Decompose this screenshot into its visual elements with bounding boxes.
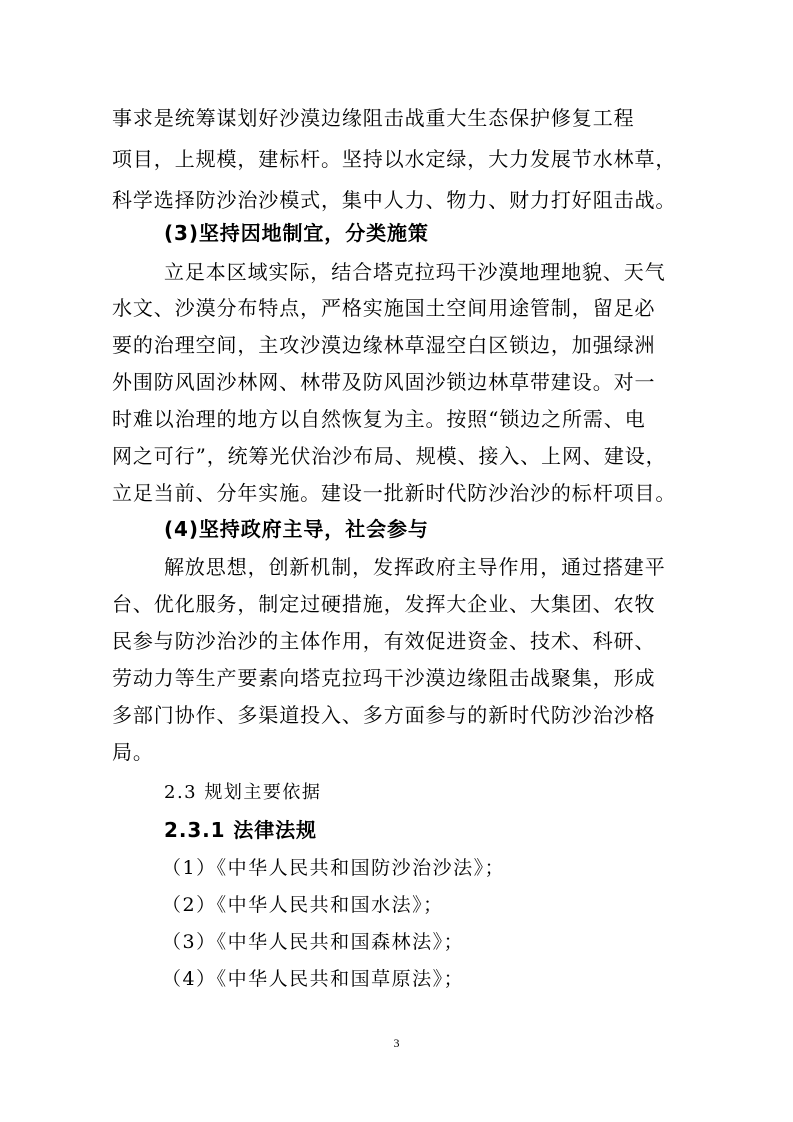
paragraph-line: 台、优化服务，制定过硬措施，发挥大企业、大集团、农牧 (112, 592, 656, 616)
law-list-item: （1）《中华人民共和国防沙治沙法》； (162, 857, 506, 879)
page-number: 3 (393, 1036, 400, 1050)
paragraph-line: 网之可行”，统筹光伏治沙布局、规模、接入、上网、建设， (112, 444, 667, 468)
subsection-heading-4: (4)坚持政府主导，社会参与 (164, 517, 429, 541)
paragraph-line: 立足本区域实际，结合塔克拉玛干沙漠地理地貌、天气 (164, 260, 666, 284)
section-heading-2-3: 2.3 规划主要依据 (164, 782, 322, 803)
paragraph-line: 民参与防沙治沙的主体作用，有效促进资金、技术、科研、 (112, 629, 656, 653)
law-list-item: （3）《中华人民共和国森林法》； (162, 931, 465, 953)
paragraph-line: 多部门协作、多渠道投入、多方面参与的新时代防沙治沙格 (112, 703, 656, 727)
paragraph-line: 时难以治理的地方以自然恢复为主。按照“锁边之所需、电 (112, 407, 646, 431)
paragraph-line: 解放思想，创新机制，发挥政府主导作用，通过搭建平 (164, 555, 666, 579)
paragraph-line: 劳动力等生产要素向塔克拉玛干沙漠边缘阻击战聚集，形成 (112, 666, 656, 690)
paragraph-line: 事求是统筹谋划好沙漠边缘阻击战重大生态保护修复工程 (112, 106, 635, 130)
law-list-item: （4）《中华人民共和国草原法》； (162, 968, 465, 990)
paragraph-line: 立足当前、分年实施。建设一批新时代防沙治沙的标杆项目。 (112, 481, 677, 505)
paragraph-line: 要的治理空间，主攻沙漠边缘林草湿空白区锁边，加强绿洲 (112, 333, 656, 357)
section-heading-2-3-1: 2.3.1 法律法规 (164, 818, 317, 842)
paragraph-line: 水文、沙漠分布特点，严格实施国土空间用途管制，留足必 (112, 296, 656, 320)
law-list-item: （2）《中华人民共和国水法》； (162, 894, 444, 916)
paragraph-line: 局。 (112, 740, 154, 764)
paragraph-line: 科学选择防沙治沙模式，集中人力、物力、财力打好阻击战。 (112, 188, 677, 212)
paragraph-line: 项目，上规模，建标杆。坚持以水定绿，大力发展节水林草， (112, 147, 677, 171)
subsection-heading-3: (3)坚持因地制宜，分类施策 (164, 221, 429, 245)
paragraph-line: 外围防风固沙林网、林带及防风固沙锁边林草带建设。对一 (112, 370, 656, 394)
